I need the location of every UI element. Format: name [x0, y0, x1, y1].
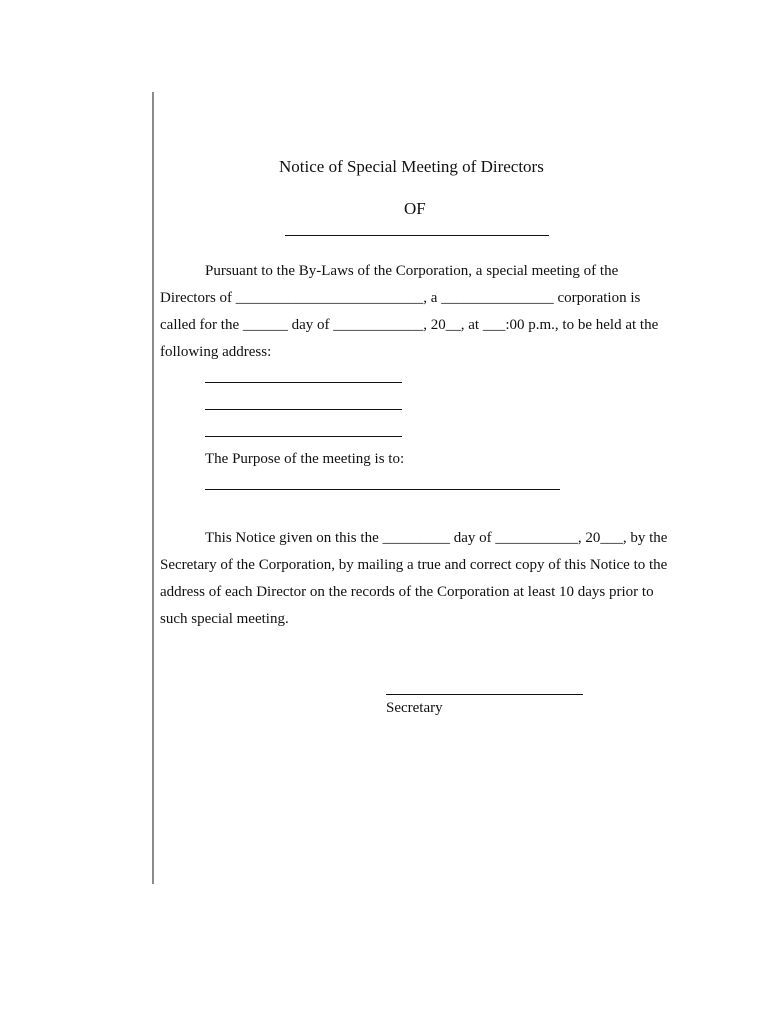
paragraph1-line3: called for the ______ day of ____________, 20__, at ___:00 p.m., to be held at the: [160, 317, 659, 333]
paragraph2-line2: Secretary of the Corporation, by mailing a true and correct copy of this Notice to the: [160, 557, 668, 573]
address-line-2-blank[interactable]: [205, 409, 402, 410]
purpose-label: The Purpose of the meeting is to:: [205, 451, 405, 467]
paragraph2-line4: such special meeting.: [160, 611, 289, 627]
signature-label: Secretary: [386, 700, 443, 716]
margin-rule: [152, 92, 154, 884]
signature-blank[interactable]: [386, 694, 583, 695]
corporation-name-blank[interactable]: [285, 235, 549, 236]
address-line-1-blank[interactable]: [205, 382, 402, 383]
address-line-3-blank[interactable]: [205, 436, 402, 437]
paragraph2-line1: This Notice given on this the _________ day of ___________, 20___, by the: [205, 530, 668, 546]
paragraph1-line2: Directors of _________________________, a _______________ corporation is: [160, 290, 641, 306]
document-title: Notice of Special Meeting of Directors: [279, 157, 544, 176]
paragraph1-line1: Pursuant to the By-Laws of the Corporation, a special meeting of the: [205, 263, 619, 279]
purpose-blank[interactable]: [205, 489, 560, 490]
of-label: OF: [404, 199, 426, 218]
paragraph2-line3: address of each Director on the records of the Corporation at least 10 days prior to: [160, 584, 654, 600]
paragraph1-line4: following address:: [160, 344, 272, 360]
